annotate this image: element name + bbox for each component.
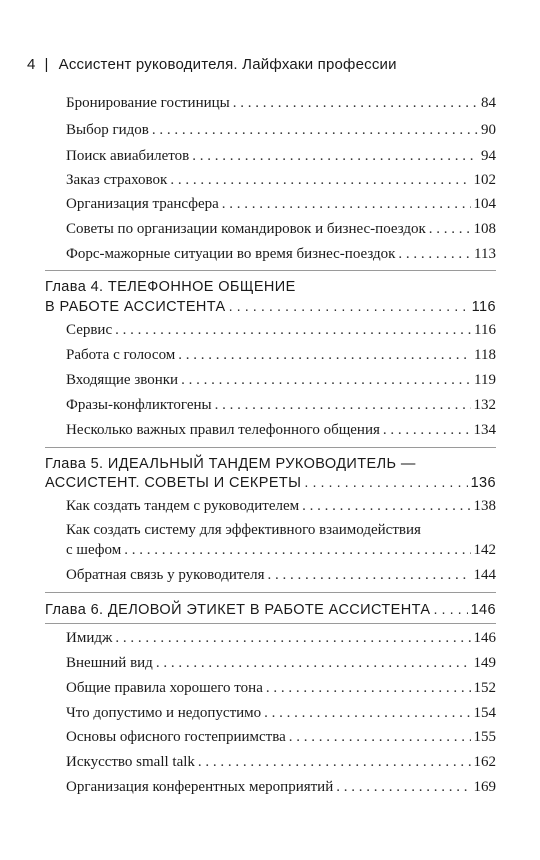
toc-entry-page: 134 bbox=[473, 422, 496, 438]
toc-entry[interactable] bbox=[66, 371, 496, 389]
toc-entry[interactable] bbox=[66, 147, 496, 165]
toc-entry[interactable] bbox=[66, 346, 496, 364]
running-header bbox=[27, 56, 397, 73]
toc-entry-page: 132 bbox=[473, 397, 496, 413]
toc-entry-page: 142 bbox=[473, 542, 496, 558]
toc-entry[interactable] bbox=[66, 566, 496, 584]
toc-entry-page: 104 bbox=[473, 196, 496, 212]
toc-entry-title: Сервис bbox=[66, 322, 113, 338]
chapter-entry[interactable] bbox=[45, 474, 496, 492]
toc-entry-title: Несколько важных правил телефонного общения bbox=[66, 422, 380, 438]
toc-entry[interactable] bbox=[66, 629, 496, 647]
toc-entry-title: Как создать тандем с руководителем bbox=[66, 498, 300, 514]
chapter-heading-line[interactable]: Глава 5. ИДЕАЛЬНЫЙ ТАНДЕМ РУКОВОДИТЕЛЬ — bbox=[45, 456, 416, 472]
section-divider bbox=[45, 623, 496, 624]
toc-entry[interactable] bbox=[66, 421, 496, 439]
chapter-title: В РАБОТЕ АССИСТЕНТА bbox=[45, 299, 226, 315]
toc-entry-page: 146 bbox=[473, 630, 496, 646]
toc-entry-page: 155 bbox=[473, 729, 496, 745]
toc-entry[interactable] bbox=[66, 396, 496, 414]
toc-entry-page: 162 bbox=[473, 754, 496, 770]
toc-entry[interactable] bbox=[66, 195, 496, 213]
toc-entry[interactable] bbox=[66, 321, 496, 339]
toc-entry-page: 144 bbox=[473, 567, 496, 583]
toc-entry-title: Заказ страховок bbox=[66, 172, 168, 188]
toc-entry-title: Форс-мажорные ситуации во время бизнес-поездок bbox=[66, 246, 396, 262]
toc-entry-page: 149 bbox=[473, 655, 496, 671]
toc-entry-title: Выбор гидов bbox=[66, 122, 149, 138]
toc-entry-page: 119 bbox=[474, 372, 496, 388]
toc-entry-line[interactable]: Как создать систему для эффективного взаимодействия bbox=[66, 522, 421, 538]
toc-entry-page: 102 bbox=[473, 172, 496, 188]
toc-entry-page: 94 bbox=[481, 148, 496, 164]
chapter-entry[interactable] bbox=[45, 601, 496, 619]
toc-entry-page: 154 bbox=[473, 705, 496, 721]
toc-entry[interactable] bbox=[66, 171, 496, 189]
toc-entry[interactable] bbox=[66, 704, 496, 722]
section-divider bbox=[45, 592, 496, 593]
chapter-title: АССИСТЕНТ. СОВЕТЫ И СЕКРЕТЫ bbox=[45, 475, 302, 491]
toc-entry-title: Организация трансфера bbox=[66, 196, 219, 212]
chapter-page: 136 bbox=[470, 475, 496, 491]
toc-entry-title: Искусство small talk bbox=[66, 754, 195, 770]
toc-entry-page: 116 bbox=[474, 322, 496, 338]
toc-entry[interactable] bbox=[66, 541, 496, 559]
chapter-title: Глава 6. ДЕЛОВОЙ ЭТИКЕТ В РАБОТЕ АССИСТЕНТА bbox=[45, 602, 431, 618]
toc-entry[interactable] bbox=[66, 753, 496, 771]
book-title: Ассистент руководителя. Лайфхаки профессии bbox=[58, 56, 397, 73]
toc-entry[interactable] bbox=[66, 94, 496, 112]
toc-entry-title: Организация конферентных мероприятий bbox=[66, 779, 334, 795]
toc-entry-title: Советы по организации командировок и бизнес-поездок bbox=[66, 221, 426, 237]
header-separator: | bbox=[44, 56, 49, 73]
toc-entry-title: Общие правила хорошего тона bbox=[66, 680, 263, 696]
toc-entry-title: с шефом bbox=[66, 542, 122, 558]
toc-entry[interactable] bbox=[66, 245, 496, 263]
toc-entry-title: Имидж bbox=[66, 630, 113, 646]
section-divider bbox=[45, 270, 496, 271]
toc-entry[interactable] bbox=[66, 728, 496, 746]
toc-entry-title: Входящие звонки bbox=[66, 372, 179, 388]
toc-entry-page: 118 bbox=[474, 347, 496, 363]
toc-entry[interactable] bbox=[66, 121, 496, 139]
toc-entry[interactable] bbox=[66, 778, 496, 796]
toc-entry-title: Фразы-конфликтогены bbox=[66, 397, 212, 413]
section-divider bbox=[45, 447, 496, 448]
toc-entry[interactable] bbox=[66, 679, 496, 697]
toc-entry-page: 84 bbox=[481, 95, 496, 111]
toc-entry-page: 152 bbox=[473, 680, 496, 696]
toc-entry-title: Основы офисного гостеприимства bbox=[66, 729, 286, 745]
toc-entry[interactable] bbox=[66, 497, 496, 515]
toc-entry-title: Поиск авиабилетов bbox=[66, 148, 190, 164]
chapter-heading-line[interactable]: Глава 4. ТЕЛЕФОННОЕ ОБЩЕНИЕ bbox=[45, 279, 296, 295]
toc-entry-page: 108 bbox=[473, 221, 496, 237]
toc-entry[interactable] bbox=[66, 220, 496, 238]
toc-entry-page: 169 bbox=[473, 779, 496, 795]
toc-entry-title: Внешний вид bbox=[66, 655, 153, 671]
chapter-page: 116 bbox=[471, 299, 496, 315]
toc-entry-page: 138 bbox=[473, 498, 496, 514]
toc-entry-title: Что допустимо и недопустимо bbox=[66, 705, 262, 721]
toc-entry-title: Работа с голосом bbox=[66, 347, 176, 363]
toc-entry-page: 113 bbox=[474, 246, 496, 262]
toc-entry-page: 90 bbox=[481, 122, 496, 138]
toc-entry-title: Бронирование гостиницы bbox=[66, 95, 230, 111]
chapter-entry[interactable] bbox=[45, 298, 496, 316]
toc-entry[interactable] bbox=[66, 654, 496, 672]
chapter-page: 146 bbox=[470, 602, 496, 618]
toc-entry-title: Обратная связь у руководителя bbox=[66, 567, 265, 583]
page-number: 4 bbox=[27, 56, 36, 73]
